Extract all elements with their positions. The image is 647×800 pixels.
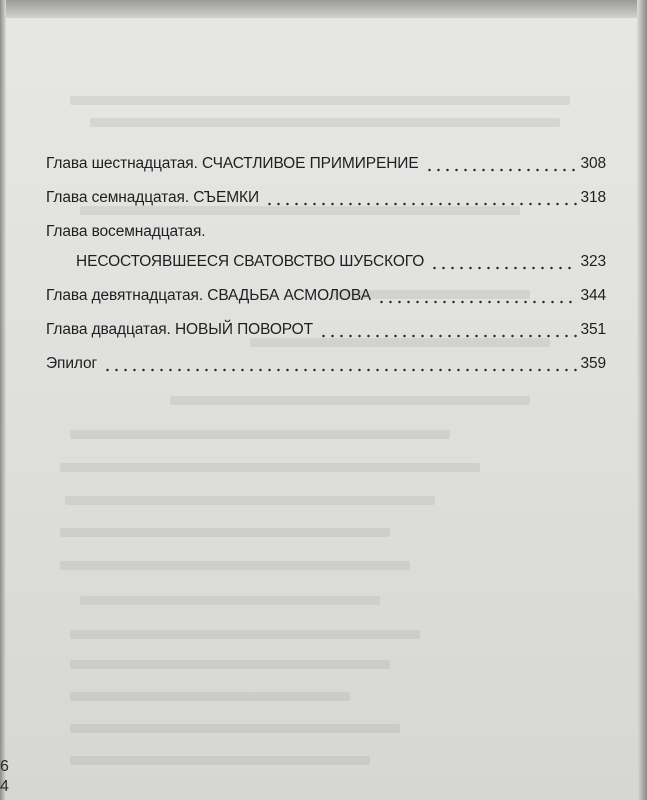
toc-entry-chapter-16	[46, 152, 606, 176]
toc-entry-chapter-18-heading	[46, 220, 606, 244]
toc-entry-title: Глава шестнадцатая. СЧАСТЛИВОЕ ПРИМИРЕНИЕ	[46, 155, 419, 172]
toc-entry-title: НЕСОСТОЯВШЕЕСЯ СВАТОВСТВО ШУБСКОГО	[76, 253, 425, 270]
toc-entry-epilogue	[46, 352, 606, 376]
toc-entry-page: 318	[580, 189, 606, 206]
toc-entry-page: 323	[580, 253, 606, 270]
dot-leader	[319, 334, 577, 338]
toc-entry-page: 308	[580, 155, 606, 172]
toc-entry-title: Эпилог	[46, 355, 98, 372]
toc-entry-page: 351	[580, 321, 606, 338]
toc-entry-chapter-19	[46, 284, 606, 308]
margin-digit: 6	[0, 758, 9, 775]
toc-entry-chapter-18	[46, 250, 606, 274]
table-of-contents	[46, 152, 606, 386]
dot-leader	[377, 300, 578, 304]
margin-digit: 4	[0, 778, 9, 795]
margin-digits	[0, 757, 14, 797]
dot-leader	[425, 168, 578, 172]
dot-leader	[265, 202, 577, 206]
toc-entry-title: Глава восемнадцатая.	[46, 223, 206, 240]
toc-entry-title: Глава девятнадцатая. СВАДЬБА АСМОЛОВА	[46, 287, 371, 304]
toc-entry-title: Глава семнадцатая. СЪЕМКИ	[46, 189, 259, 206]
toc-entry-chapter-20	[46, 318, 606, 342]
toc-entry-title: Глава двадцатая. НОВЫЙ ПОВОРОТ	[46, 321, 314, 338]
dot-leader	[103, 368, 577, 372]
dot-leader	[430, 266, 577, 270]
toc-entry-page: 344	[580, 287, 606, 304]
toc-entry-page: 359	[580, 355, 606, 372]
toc-entry-chapter-17	[46, 186, 606, 210]
